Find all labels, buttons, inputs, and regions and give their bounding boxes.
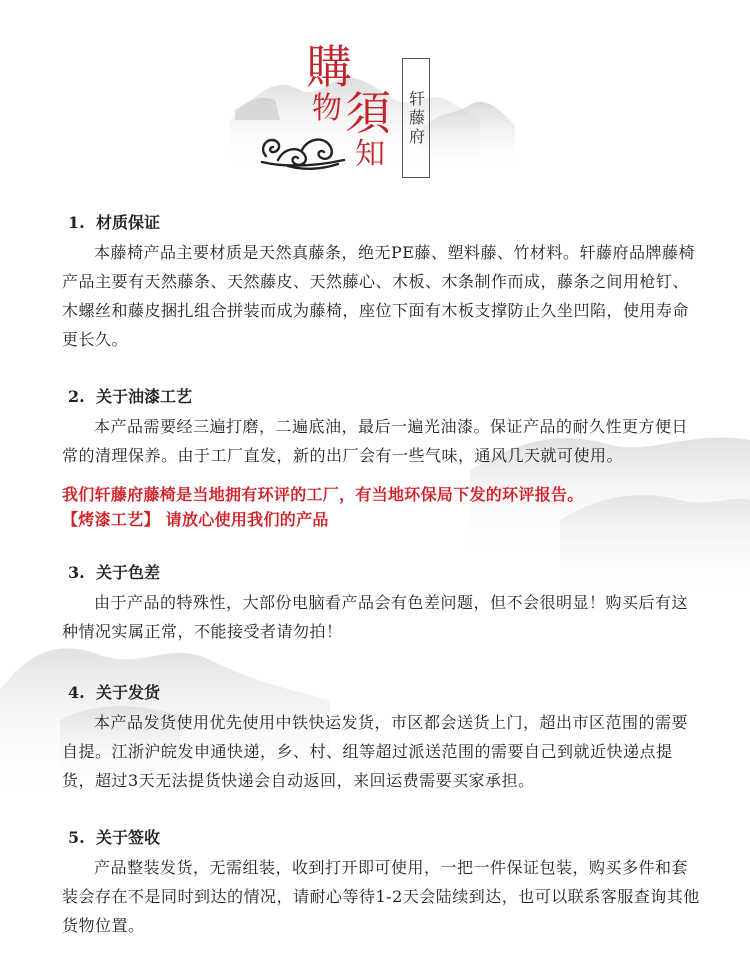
- title-char-2: 物: [312, 91, 342, 126]
- section-title: 关于油漆工艺: [96, 387, 193, 406]
- title-char-1: 購: [306, 40, 352, 94]
- section-title: 关于色差: [96, 563, 161, 582]
- section-heading: [68, 827, 702, 849]
- section-receipt: [62, 827, 702, 940]
- section-body: 产品整装发货，无需组装，收到打开即可使用，一把一件保证包装，购买多件和套装会存在不是同时到达的情况，请耐心等待1-2天会陆续到达，也可以联系客服查询其他货物位置。: [62, 858, 700, 935]
- title-char-3: 須: [345, 86, 391, 140]
- section-title: 关于签收: [96, 828, 161, 847]
- section-material: [62, 212, 702, 354]
- section-color-difference: [62, 562, 702, 646]
- section-title: 材质保证: [96, 213, 161, 232]
- auspicious-cloud-icon: [258, 130, 350, 172]
- section-body: 本藤椅产品主要材质是天然真藤条，绝无PE藤、塑料藤、竹材料。轩藤府品牌藤椅产品主要有天然藤条、天然藤皮、天然藤心、木板、木条制作而成，藤条之间用枪钉、木螺丝和藤皮捆扎组合拼装而成为藤椅，座位下面有木板支撑防止久坐凹陷，使用寿命更长久。: [62, 243, 695, 349]
- section-body: 本产品需要经三遍打磨，二遍底油，最后一遍光油漆。保证产品的耐久性更方便日常的清理保养。由于工厂直发，新的出厂会有一些气味，通风几天就可使用。: [62, 417, 689, 465]
- section-body: 由于产品的特殊性，大部份电脑看产品会有色差问题，但不会很明显！购买后有这种情况实属正常，不能接受者请勿拍！: [62, 593, 689, 641]
- section-title: 关于发货: [96, 683, 161, 702]
- section-heading: [68, 386, 702, 408]
- section-number: 2.: [68, 387, 85, 406]
- section-number: 1.: [68, 213, 85, 232]
- section-number: 4.: [68, 683, 85, 702]
- environment-notice: [62, 482, 702, 532]
- section-paint: [62, 386, 702, 470]
- notice-line-2: 【烤漆工艺】 请放心使用我们的产品: [62, 510, 329, 529]
- section-heading: [68, 212, 702, 234]
- section-number: 5.: [68, 828, 85, 847]
- content: [62, 212, 702, 940]
- section-body: 本产品发货使用优先使用中铁快运发货，市区都会送货上门，超出市区范围的需要自提。江浙沪皖发申通快递，乡、村、组等超过派送范围的需要自己到就近快递点提货，超过3天无法提货快递会自动返回，来回运费需要买家承担。: [62, 713, 689, 790]
- title-char-4: 知: [355, 137, 385, 172]
- section-number: 3.: [68, 563, 85, 582]
- brand-name: 轩藤府: [406, 89, 426, 147]
- header: [0, 0, 750, 200]
- brand-seal: [402, 58, 430, 178]
- section-heading: [68, 682, 702, 704]
- notice-line-1: 我们轩藤府藤椅是当地拥有环评的工厂，有当地环保局下发的环评报告。: [62, 485, 584, 504]
- section-shipping: [62, 682, 702, 795]
- section-heading: [68, 562, 702, 584]
